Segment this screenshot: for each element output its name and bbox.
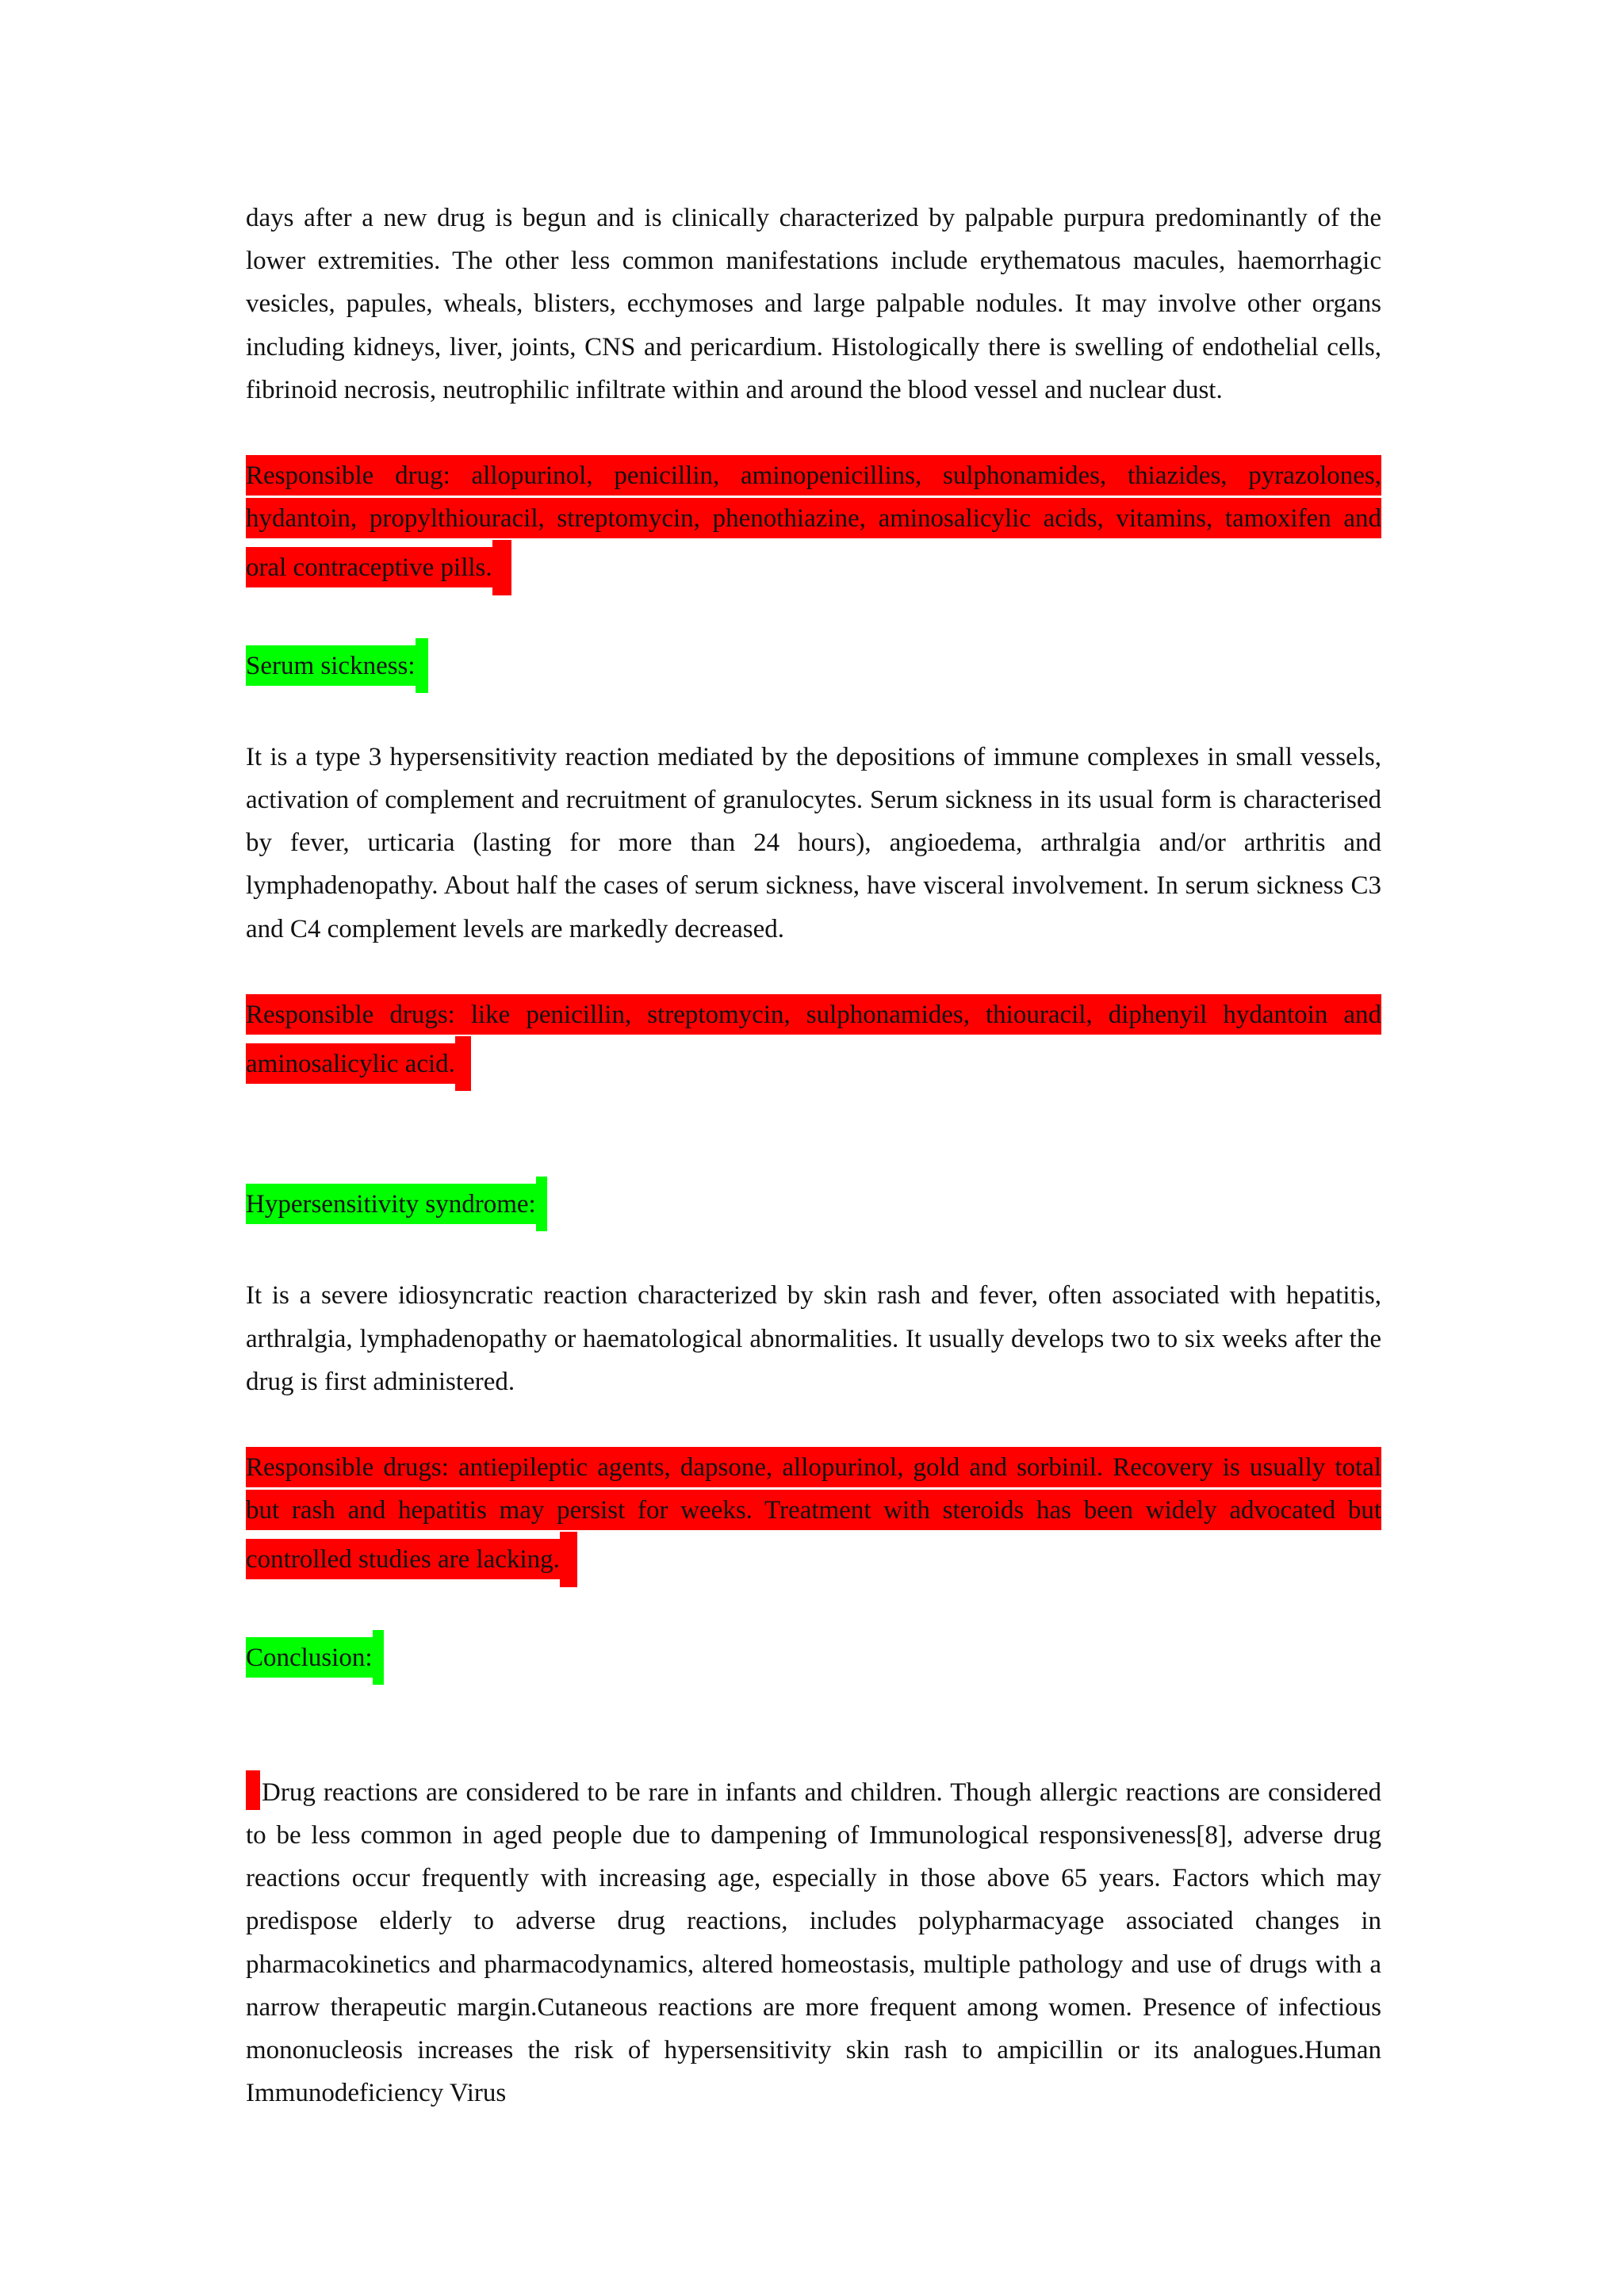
conclusion-paragraph	[246, 1770, 1381, 2115]
conclusion-paragraph-text: Drug reactions are considered to be rare in infants and children. Though allergic reactions are considered to be less common in aged people due to dampening of Immunological responsiveness[8], adverse drug reactions occur frequently with increasing age, especially in those above 65 years. Factors which may predispose elderly to adverse drug reactions, includes polypharmacyage associated changes in pharmacokinetics and pharmacodynamics, altered homeostasis, multiple pathology and use of drugs with a narrow therapeutic margin.Cutaneous reactions are more frequent among women. Presence of infectious mononucleosis increases the risk of hypersensitivity skin rash to ampicillin or its analogues.Human Immunodeficiency Virus	[246, 1777, 1381, 2108]
hypersensitivity-syndrome-paragraph: It is a severe idiosyncratic reaction characterized by skin rash and fever, often associated with hepatitis, arthralgia, lymphadenopathy or haematological abnormalities. It usually develops two to six weeks after the drug is first administered.	[246, 1281, 1381, 1396]
intro-paragraph: days after a new drug is begun and is clinically characterized by palpable purpura predominantly of the lower extremities. The other less common manifestations include erythematous macules, haemorrhagic vesicles, papules, wheals, blisters, ecchymoses and large palpable nodules. It may involve other organs including kidneys, liver, joints, CNS and pericardium. Histologically there is swelling of endothelial cells, fibrinoid necrosis, neutrophilic infiltrate within and around the blood vessel and nuclear dust.	[246, 204, 1381, 404]
vasculitis-drugs-text: Responsible drug: allopurinol, penicillin, aminopenicillins, sulphonamides, thiazides, pyrazolones, hydantoin, propylthiouracil, streptomycin, phenothiazine, aminosalicylic acids, vitamins, tamoxifen and oral contraceptive pills.	[246, 455, 1381, 587]
conclusion-heading	[246, 1630, 1381, 1685]
conclusion-heading-text: Conclusion:	[246, 1637, 373, 1678]
serum-sickness-paragraph: It is a type 3 hypersensitivity reaction mediated by the depositions of immune complexes in small vessels, activation of complement and recruitment of granulocytes. Serum sickness in its usual form is characterised by fever, urticaria (lasting for more than 24 hours), angioedema, arthralgia and/or arthritis and lymphadenopathy. About half the cases of serum sickness, have visceral involvement. In serum sickness C3 and C4 complement levels are markedly decreased.	[246, 742, 1381, 943]
vasculitis-drugs-highlight	[246, 454, 1381, 595]
serum-sickness-heading	[246, 638, 1381, 693]
hypersensitivity-syndrome-heading	[246, 1177, 1381, 1231]
hypersensitivity-drugs-highlight	[246, 1446, 1381, 1587]
hypersensitivity-drugs-text: Responsible drugs: antiepileptic agents, dapsone, allopurinol, gold and sorbinil. Recovery is usually total but rash and hepatitis may persist for weeks. Treatment with steroids has been widely advocated but controlled studies are lacking.	[246, 1447, 1381, 1579]
hypersensitivity-syndrome-heading-text: Hypersensitivity syndrome:	[246, 1184, 536, 1224]
serum-sickness-drugs-highlight	[246, 993, 1381, 1091]
serum-sickness-heading-text: Serum sickness:	[246, 645, 416, 686]
document-body	[246, 197, 1381, 2115]
serum-sickness-drugs-text: Responsible drugs: like penicillin, streptomycin, sulphonamides, thiouracil, diphenyil hydantoin and aminosalicylic acid.	[246, 994, 1381, 1084]
highlight-marker	[246, 1770, 260, 1810]
